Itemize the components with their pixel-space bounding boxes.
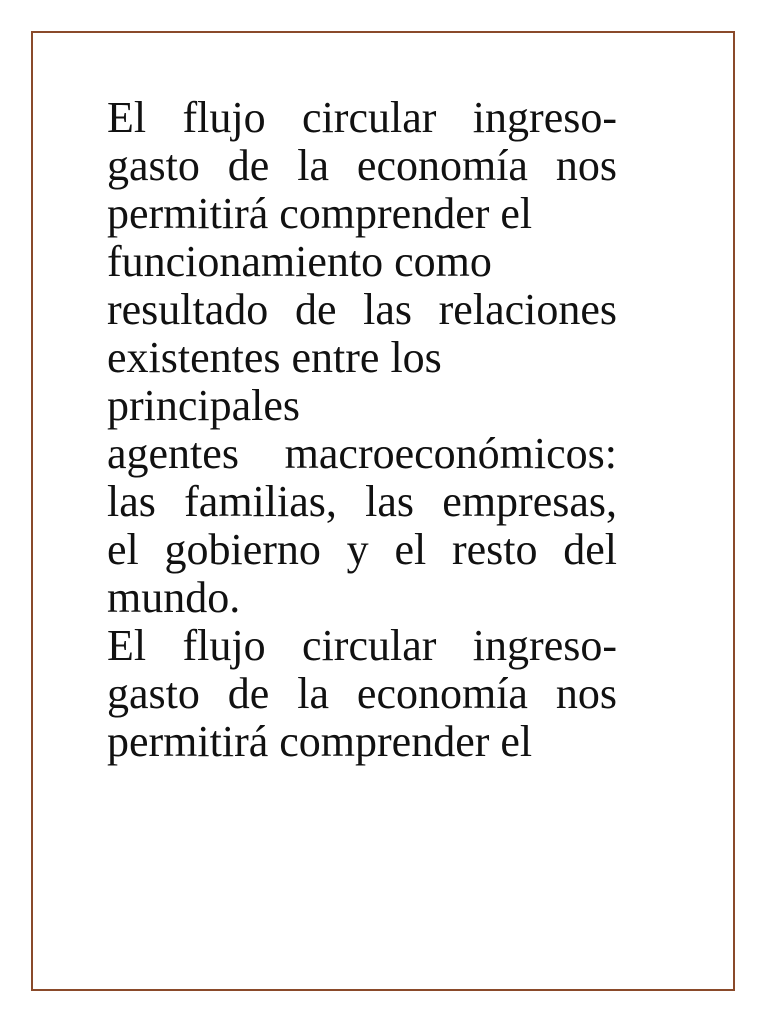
text-line-4: funcionamiento como bbox=[107, 237, 492, 286]
text-line-6: existentes entre los bbox=[107, 333, 442, 382]
text-line-9: las familias, las empresas, bbox=[107, 477, 617, 526]
text-line-14: permitirá comprender el bbox=[107, 717, 533, 766]
text-line-13: gasto de la economía nos bbox=[107, 669, 617, 718]
body-text bbox=[107, 94, 617, 766]
text-line-2: gasto de la economía nos bbox=[107, 141, 617, 190]
text-line-12: El flujo circular ingreso- bbox=[107, 621, 617, 670]
text-line-3: permitirá comprender el bbox=[107, 189, 533, 238]
text-line-1: El flujo circular ingreso- bbox=[107, 93, 617, 142]
text-line-7: principales bbox=[107, 381, 301, 430]
text-line-10: el gobierno y el resto del bbox=[107, 525, 617, 574]
text-line-5: resultado de las relaciones bbox=[107, 285, 617, 334]
text-line-11: mundo. bbox=[107, 573, 241, 622]
text-line-8: agentes macroeconómicos: bbox=[107, 429, 617, 478]
